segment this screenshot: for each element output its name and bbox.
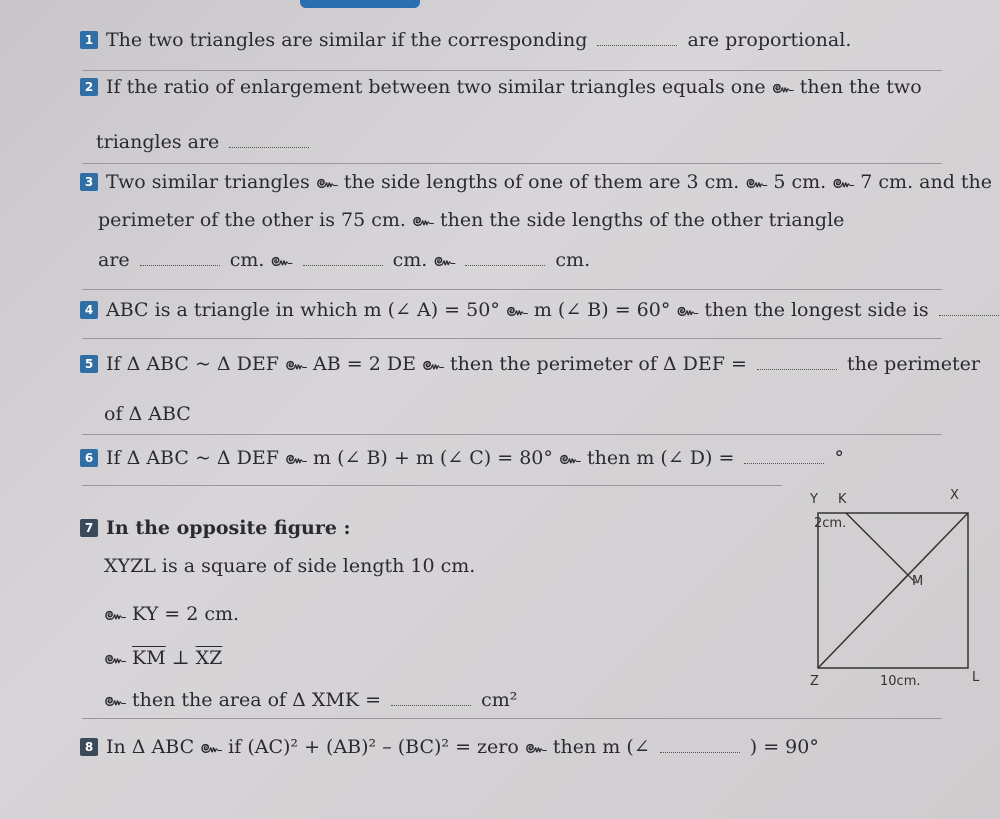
question-text: The two triangles are similar if the corresponding — [106, 29, 588, 51]
question-3-line-3 — [98, 248, 950, 272]
question-number: 4 — [80, 301, 98, 319]
unit: cm. ๛ — [229, 249, 293, 271]
unit: cm² — [481, 689, 518, 711]
divider — [82, 70, 942, 71]
answer-blank[interactable] — [140, 249, 220, 266]
question-number: 1 — [80, 31, 98, 49]
divider — [82, 718, 942, 719]
question-7-line-4 — [104, 688, 950, 712]
answer-blank[interactable] — [229, 131, 309, 148]
label-x: X — [950, 488, 959, 503]
question-text: ๛ KY = 2 cm. — [104, 603, 240, 625]
question-3 — [80, 170, 993, 194]
divider — [82, 434, 942, 435]
question-text: Two similar triangles ๛ the side lengths of one of them are 3 cm. ๛ 5 cm. ๛ 7 cm. and the — [106, 171, 993, 193]
question-number: 5 — [80, 355, 98, 373]
divider — [82, 338, 942, 339]
question-5-line-2 — [104, 402, 950, 426]
answer-blank[interactable] — [391, 689, 471, 706]
question-2-line-2 — [96, 130, 950, 154]
top-tab — [300, 0, 420, 8]
question-text: are — [98, 249, 130, 271]
question-text: ABC is a triangle in which m (∠ A) = 50° ๛ m (∠ B) = 60° ๛ then the longest side is — [106, 299, 929, 321]
question-text: In Δ ABC ๛ if (AC)² + (AB)² – (BC)² = zero ๛ then m (∠ — [106, 736, 650, 758]
question-text: ) = 90° — [749, 736, 819, 758]
question-8 — [80, 735, 950, 759]
question-text: the perimeter — [847, 353, 980, 375]
answer-blank[interactable] — [660, 736, 740, 753]
question-number: 2 — [80, 78, 98, 96]
question-number: 8 — [80, 738, 98, 756]
divider — [82, 485, 782, 486]
answer-blank[interactable] — [744, 447, 824, 464]
segment-km: $\overline{KM}$ — [132, 647, 166, 669]
question-number: 3 — [80, 173, 98, 191]
question-number: 7 — [80, 519, 98, 537]
question-text: of Δ ABC — [104, 403, 191, 425]
segment-km-line — [846, 513, 908, 575]
question-title: In the opposite figure : — [106, 517, 351, 539]
question-text: If the ratio of enlargement between two similar triangles equals one ๛ then the two — [106, 76, 922, 98]
question-3-line-2 — [98, 208, 950, 232]
label-k: K — [838, 492, 847, 507]
degree-symbol: ° — [834, 447, 844, 469]
question-4 — [80, 298, 950, 322]
label-y: Y — [810, 492, 818, 507]
unit: cm. — [555, 249, 591, 271]
answer-blank[interactable] — [597, 29, 677, 46]
question-text: ๛ — [104, 647, 133, 669]
answer-blank[interactable] — [939, 299, 1000, 316]
diagonal-xz — [818, 513, 968, 668]
label-z: Z — [810, 674, 819, 685]
question-text: XYZL is a square of side length 10 cm. — [104, 555, 476, 577]
unit: cm. ๛ — [392, 249, 456, 271]
question-text: triangles are — [96, 131, 220, 153]
question-1 — [80, 28, 950, 52]
question-5 — [80, 352, 980, 376]
answer-blank[interactable] — [757, 353, 837, 370]
question-text: If Δ ABC ~ Δ DEF ๛ AB = 2 DE ๛ then the perimeter of Δ DEF = — [106, 353, 747, 375]
answer-blank[interactable] — [303, 249, 383, 266]
answer-blank[interactable] — [465, 249, 545, 266]
segment-xz: $\overline{XZ}$ — [195, 647, 223, 669]
question-number: 6 — [80, 449, 98, 467]
question-text: perimeter of the other is 75 cm. ๛ then the side lengths of the other triangle — [98, 209, 845, 231]
label-m: M — [912, 574, 924, 589]
question-6 — [80, 446, 950, 470]
question-text: are proportional. — [687, 29, 852, 51]
divider — [82, 163, 942, 164]
divider — [82, 289, 942, 290]
label-ky-length: 2cm. — [814, 516, 847, 531]
question-text: ๛ then the area of Δ XMK = — [104, 689, 382, 711]
perpendicular-symbol: ⊥ — [165, 647, 196, 669]
question-2 — [80, 75, 950, 99]
question-text: If Δ ABC ~ Δ DEF ๛ m (∠ B) + m (∠ C) = 80° ๛ then m (∠ D) = — [106, 447, 735, 469]
label-side-length: 10cm. — [880, 674, 921, 685]
square-figure — [800, 485, 990, 685]
label-l: L — [972, 670, 980, 685]
